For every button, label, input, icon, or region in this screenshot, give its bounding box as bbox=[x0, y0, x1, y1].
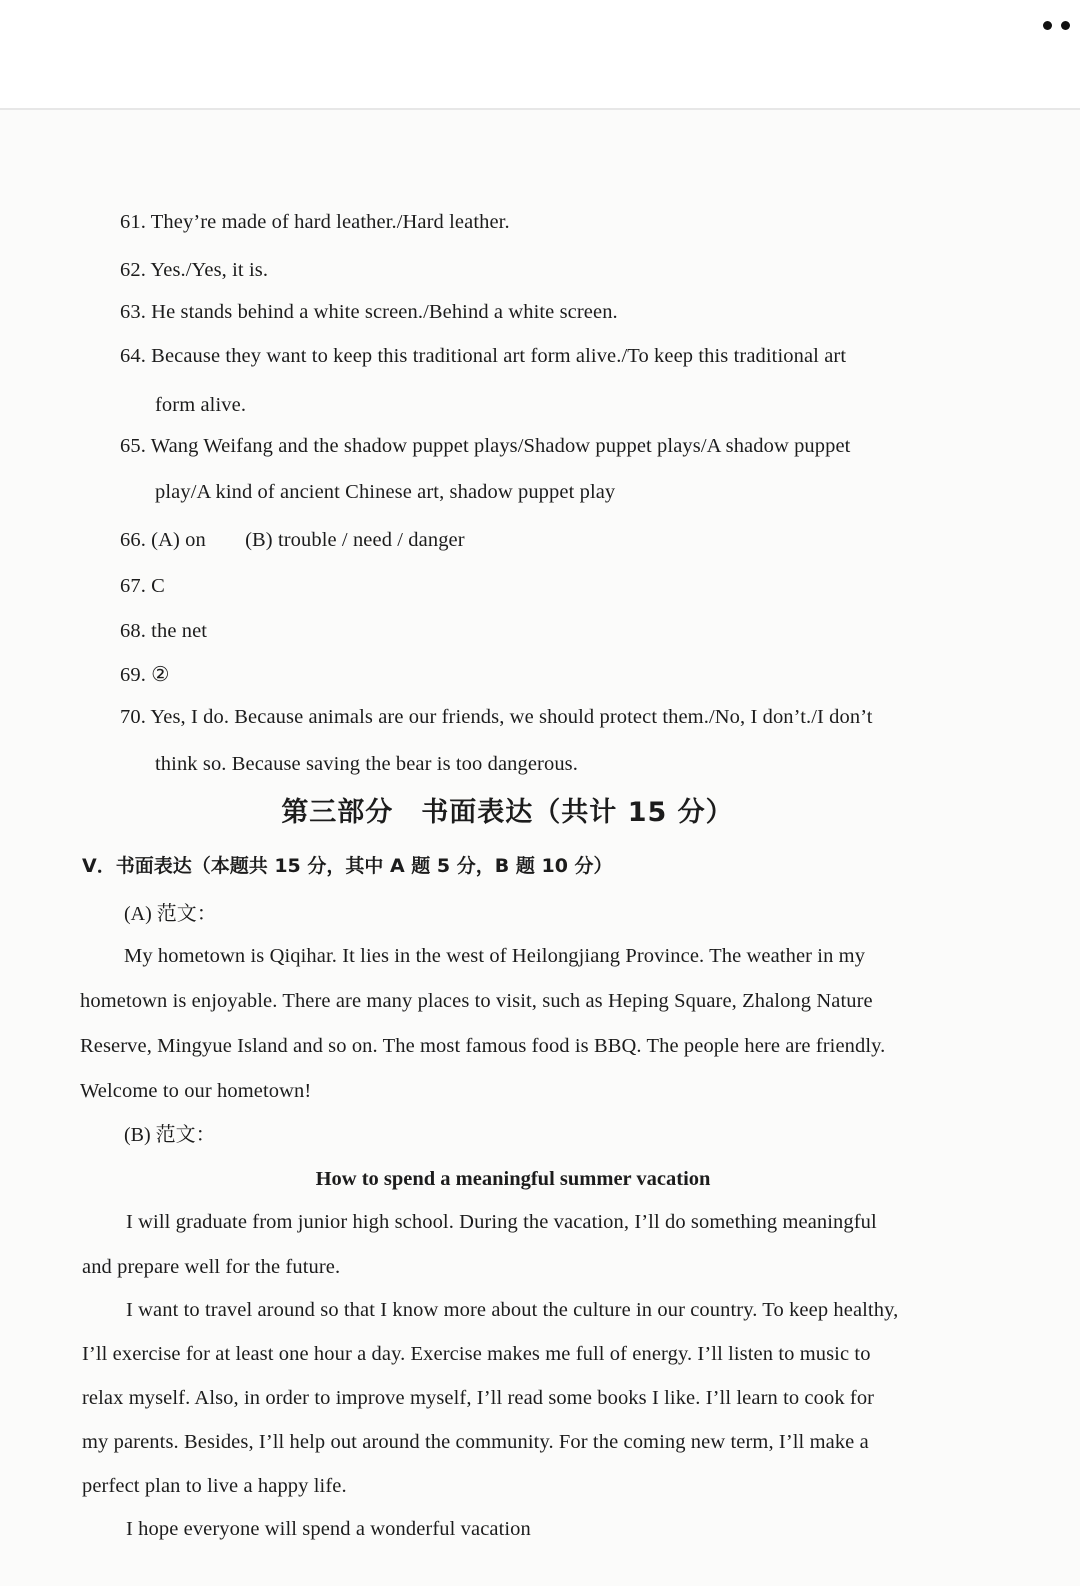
answer-text: He stands behind a white screen./Behind a white screen. bbox=[151, 301, 618, 323]
answer-number: 61. bbox=[120, 211, 146, 233]
answer-63 bbox=[120, 298, 618, 326]
answer-65 bbox=[120, 432, 850, 460]
dot-icon bbox=[1043, 21, 1052, 30]
answer-number: 67. bbox=[120, 575, 146, 597]
sample-a-line: Reserve, Mingyue Island and so on. The most famous food is BBQ. The people here are friendly. bbox=[80, 1035, 886, 1057]
answer-64 bbox=[120, 342, 846, 370]
answer-number: 64. bbox=[120, 345, 146, 367]
answer-65-continued: play/A kind of ancient Chinese art, shadow puppet play bbox=[155, 481, 616, 503]
answer-64-continued: form alive. bbox=[155, 394, 247, 416]
answer-62 bbox=[120, 256, 268, 284]
answer-67 bbox=[120, 572, 165, 600]
section-title: V．书面表达（本题共 15 分，其中 A 题 5 分，B 题 10 分） bbox=[82, 855, 613, 877]
answer-text: Because they want to keep this traditional art form alive./To keep this traditional art bbox=[151, 345, 847, 367]
answer-number: 69. bbox=[120, 664, 146, 686]
part-heading: 第三部分 书面表达（共计 15 分） bbox=[281, 797, 734, 828]
more-options-icon[interactable] bbox=[1043, 21, 1070, 30]
sample-a-line: Welcome to our hometown! bbox=[80, 1080, 312, 1102]
essay-title: How to spend a meaningful summer vacation bbox=[315, 1168, 711, 1190]
answer-68 bbox=[120, 617, 207, 645]
answer-number: 70. bbox=[120, 706, 146, 728]
answer-70-continued: think so. Because saving the bear is too dangerous. bbox=[155, 753, 578, 775]
sample-b-line: I want to travel around so that I know more about the culture in our country. To keep healthy, bbox=[126, 1299, 899, 1321]
sample-b-line: perfect plan to live a happy life. bbox=[82, 1475, 347, 1497]
answer-text: Yes, I do. Because animals are our friends, we should protect them./No, I don’t./I don’t bbox=[150, 706, 873, 728]
answer-part-a: (A) on bbox=[151, 529, 206, 551]
answer-part-b: (B) trouble / need / danger bbox=[245, 529, 465, 551]
answer-66 bbox=[120, 526, 465, 554]
answer-text: Yes./Yes, it is. bbox=[150, 259, 269, 281]
sample-a-label: (A) 范文： bbox=[124, 903, 217, 925]
sample-a-line: hometown is enjoyable. There are many places to visit, such as Heping Square, Zhalong Nature bbox=[80, 990, 873, 1012]
answer-text: the net bbox=[151, 620, 208, 642]
answer-text: C bbox=[151, 575, 165, 597]
answer-69 bbox=[120, 661, 170, 689]
dot-icon bbox=[1061, 21, 1070, 30]
answer-number: 65. bbox=[120, 435, 146, 457]
top-blank-area bbox=[0, 0, 1080, 110]
sample-b-line: and prepare well for the future. bbox=[82, 1256, 341, 1278]
sample-a-line: My hometown is Qiqihar. It lies in the west of Heilongjiang Province. The weather in my bbox=[124, 945, 866, 967]
sample-b-line: I’ll exercise for at least one hour a day. Exercise makes me full of energy. I’ll listen to music to bbox=[82, 1343, 871, 1365]
sample-b-label: (B) 范文： bbox=[124, 1124, 216, 1146]
answer-text: ② bbox=[151, 664, 170, 686]
answer-number: 68. bbox=[120, 620, 146, 642]
answer-text: Wang Weifang and the shadow puppet plays/Shadow puppet plays/A shadow puppet bbox=[150, 435, 851, 457]
sample-b-line: I hope everyone will spend a wonderful vacation bbox=[126, 1518, 531, 1540]
sample-b-line: my parents. Besides, I’ll help out around the community. For the coming new term, I’ll make a bbox=[82, 1431, 869, 1453]
answer-number: 66. bbox=[120, 529, 146, 551]
answer-number: 63. bbox=[120, 301, 146, 323]
answer-number: 62. bbox=[120, 259, 146, 281]
answer-61 bbox=[120, 208, 510, 236]
sample-b-line: I will graduate from junior high school. During the vacation, I’ll do something meaningful bbox=[126, 1211, 877, 1233]
sample-b-line: relax myself. Also, in order to improve myself, I’ll read some books I like. I’ll learn to cook for bbox=[82, 1387, 875, 1409]
answer-text: They’re made of hard leather./Hard leather. bbox=[150, 211, 510, 233]
answer-70 bbox=[120, 703, 873, 731]
